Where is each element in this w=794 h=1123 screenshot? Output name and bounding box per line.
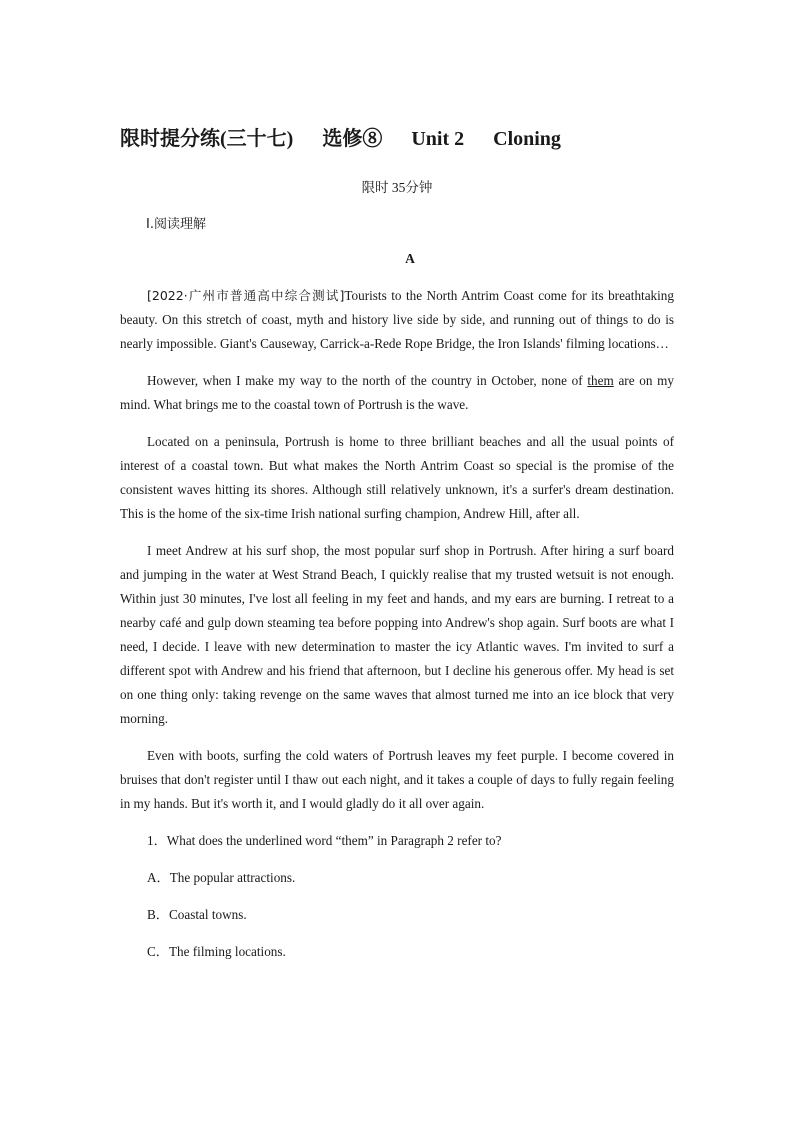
section-heading: Ⅰ.阅读理解 xyxy=(146,217,206,232)
option-b: B．Coastal towns. xyxy=(147,907,247,922)
underlined-word: them xyxy=(587,373,614,388)
title-topic: Cloning xyxy=(493,128,561,150)
page-title xyxy=(120,122,680,151)
passage-source: [2022·广州市普通高中综合测试] xyxy=(147,288,345,303)
time-limit: 限时 35分钟 xyxy=(361,180,433,195)
paragraph-4: I meet Andrew at his surf shop, the most popular surf shop in Portrush. After hiring a surf board and jumping in the water at West Strand Beach, I quickly realise that my trusted wetsuit is not enough. Within just 30 minutes, I've lost all feeling in my feet and hands, and my ears are burning. I retreat to a nearby café and gulp down steaming tea before popping into Andrew's shop again. Surf boots are what I need, I decide. I leave with new determination to master the icy Atlantic waves. I'm invited to surf a different spot with Andrew and his friend that afternoon, but I decline his generous offer. My head is set on one thing only: taking revenge on the same waves that almost turned me into an ice block that very morning. xyxy=(120,543,674,726)
title-unit: Unit 2 xyxy=(411,128,465,150)
option-a: A．The popular attractions. xyxy=(147,870,296,885)
paragraph-2-after: are on my mind. What brings me to the coastal town of Portrush is the wave. xyxy=(120,373,674,412)
paragraph-3: Located on a peninsula, Portrush is home to three brilliant beaches and all the usual points of interest of a coastal town. But what makes the North Antrim Coast so special is the promise of the consistent waves hitting its shores. Although still relatively unknown, it's a surfer's dream destination. This is the home of the six-time Irish national surfing champion, Andrew Hill, after all. xyxy=(120,434,674,521)
passage-body xyxy=(120,284,674,977)
passage-letter: A xyxy=(405,251,415,266)
question-1: 1．What does the underlined word “them” in Paragraph 2 refer to? xyxy=(147,833,502,848)
paragraph-5: Even with boots, surfing the cold waters of Portrush leaves my feet purple. I become covered in bruises that don't register until I thaw out each night, and it takes a couple of days to fully regain feeling in my hands. But it's worth it, and I would gladly do it all over again. xyxy=(120,748,674,811)
option-c: C．The filming locations. xyxy=(147,944,286,959)
paragraph-1 xyxy=(120,284,674,356)
title-chinese: 限时提分练(三十七) xyxy=(120,128,294,150)
title-module: 选修⑧ xyxy=(322,128,383,150)
paragraph-2 xyxy=(120,369,674,417)
paragraph-1-text: Tourists to the North Antrim Coast come for its breathtaking beauty. On this stretch of coast, myth and history live side by side, and running out of things to do is nearly impossible. Giant's Causeway, Carrick-a-Rede Rope Bridge, the Iron Islands' filming locations… xyxy=(120,288,674,351)
paragraph-2-before: However, when I make my way to the north of the country in October, none of xyxy=(147,373,588,388)
